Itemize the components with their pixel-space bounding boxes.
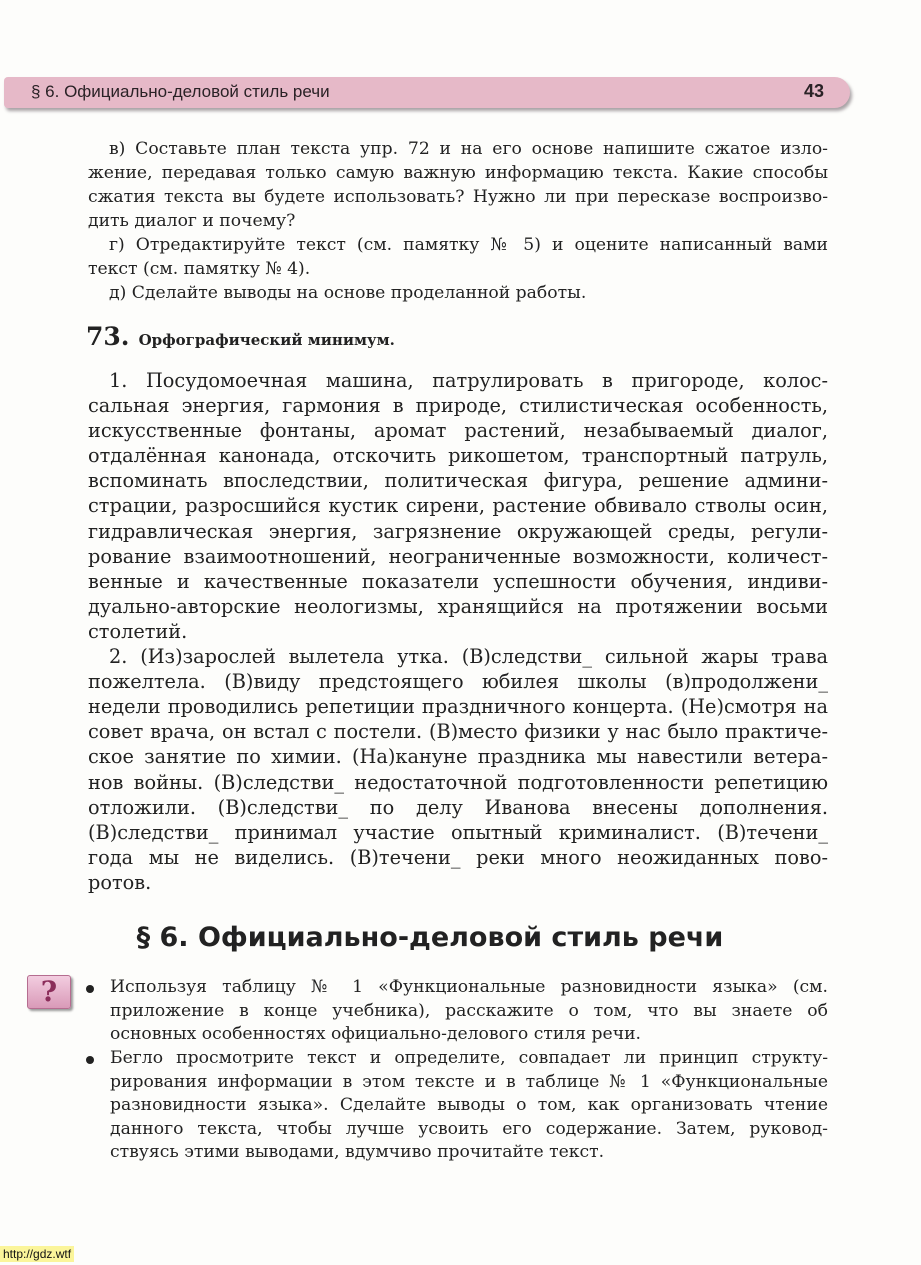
text-line: года мы не виделись. (В)течени_ реки много неожиданных пово- (88, 845, 828, 869)
tasks-block (88, 137, 828, 305)
text-line: данного текста, чтобы лучше усвоить его содержание. Затем, руковод- (110, 1118, 828, 1139)
text-line: г) Отредактируйте текст (см. памятку № 5) и оцените написанный вами (109, 235, 828, 255)
text-line: гидравлическая энергия, загрязнение окружающей среды, регули- (88, 519, 828, 543)
exercise-title: Орфографический минимум. (138, 331, 395, 349)
text-line: Бегло просмотрите текст и определите, совпадает ли принцип структу- (110, 1048, 828, 1068)
text-line: разновидности языка». Сделайте выводы о том, как организовать чтение (110, 1095, 828, 1115)
text-line: ротов. (88, 870, 152, 894)
text-line: дуально-авторские неологизмы, хранящийся на протяжении восьми (88, 594, 828, 618)
text-line: дить диалог и почему? (88, 211, 296, 231)
text-line: Используя таблицу № 1 «Функциональные разновидности языка» (см. (110, 977, 828, 997)
text-line: жение, передавая только самую важную информацию текста. Какие способы (88, 163, 828, 183)
text-line: вспоминать впоследствии, политическая фигура, решение админи- (88, 469, 828, 493)
bullet-dot-icon (86, 985, 94, 993)
text-line: текст (см. памятку № 4). (88, 259, 311, 279)
text-line: отложили. (В)следстви_ по делу Иванова внесены дополнения. (88, 795, 828, 819)
text-line: приложение в конце учебника), расскажите о том, что вы знаете об (110, 1000, 828, 1021)
text-line: основных особенностях официально-делового стиля речи. (110, 1024, 642, 1044)
exercise-number: 73. (86, 322, 130, 351)
text-line: отдалённая канонада, отскочить рикошетом, транспортный патруль, (88, 444, 828, 468)
text-line: страции, разросшийся кустик сирени, растение обвивало стволы осин, (88, 494, 828, 518)
text-line: нов войны. (В)следстви_ недостаточной подготовленности репетицию (88, 770, 828, 794)
text-line: 2. (Из)зарослей вылетела утка. (В)следстви_ сильной жары трава (109, 645, 828, 669)
text-line: 1. Посудомоечная машина, патрулировать в пригороде, колос- (109, 369, 828, 392)
text-line: рование взаимоотношений, неограниченные возможности, количест- (88, 544, 828, 568)
running-header-title: § 6. Официально-деловой стиль речи (31, 82, 330, 101)
bullet-dot-icon (86, 1056, 94, 1064)
text-line: (В)следстви_ принимал участие опытный криминалист. (В)течени_ (88, 820, 828, 844)
text-line: совет врача, он встал с постели. (В)место физики у нас было практиче- (88, 720, 828, 744)
text-line: недели проводились репетиции праздничного концерта. (Не)смотря на (88, 695, 828, 719)
text-line: рирования информации в этом тексте и в таблице № 1 «Функциональные (110, 1071, 828, 1092)
text-line: ское занятие по химии. (На)кануне праздника мы навестили ветера- (88, 745, 828, 769)
running-header (4, 77, 850, 108)
text-line: венные и качественные показатели успешности обучения, индиви- (88, 569, 828, 593)
text-line: ствуясь этими выводами, вдумчиво прочитайте текст. (110, 1142, 605, 1162)
text-line: искусственные фонтаны, аромат растений, незабываемый диалог, (88, 419, 828, 443)
watermark-link[interactable]: http://gdz.wtf (0, 1246, 74, 1262)
text-line: сжатия текста вы будете использовать? Нужно ли при пересказе воспроизво- (88, 187, 828, 207)
exercise-heading (86, 322, 395, 351)
text-line: сальная энергия, гармония в природе, стилистическая особенность, (88, 394, 828, 418)
text-line: пожелтела. (В)виду предстоящего юбилея школы (в)продолжени_ (88, 670, 828, 694)
page-number: 43 (803, 81, 824, 101)
bullet-item (110, 1047, 828, 1165)
text-line: в) Составьте план текста упр. 72 и на его основе напишите сжатое изло- (109, 139, 828, 159)
bullet-item (110, 976, 828, 1047)
exercise-body (88, 368, 828, 895)
question-icon: ? (27, 975, 71, 1009)
text-line: столетий. (88, 619, 188, 643)
text-line: д) Сделайте выводы на основе проделанной работы. (109, 283, 587, 303)
section-title: § 6. Официально-деловой стиль речи (136, 922, 724, 953)
